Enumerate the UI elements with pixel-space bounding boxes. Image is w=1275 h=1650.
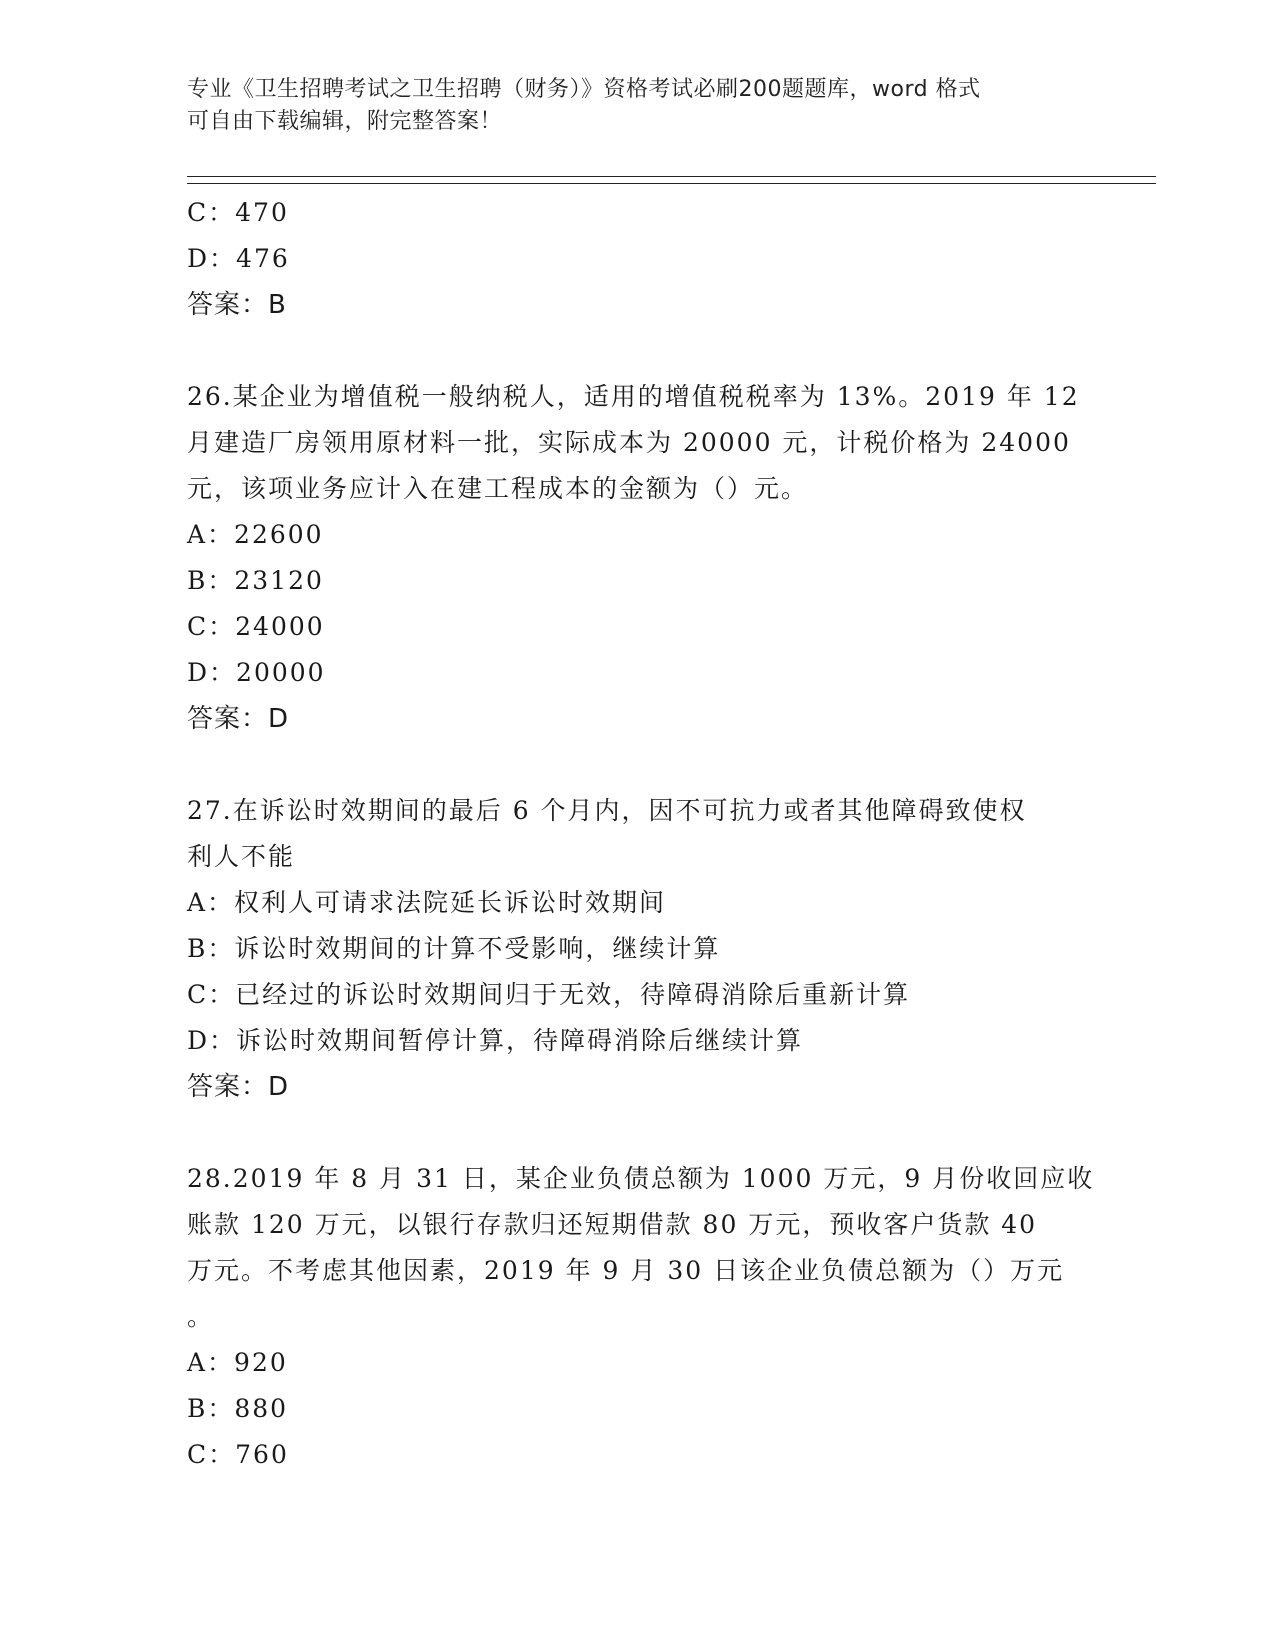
question-stem-line: 。	[187, 1302, 215, 1331]
question-stem-line: 元，该项业务应计入在建工程成本的金额为（）元。	[187, 474, 809, 503]
header-line-2: 可自由下载编辑，附完整答案！	[187, 109, 503, 134]
question-stem-line: 利人不能	[187, 842, 296, 871]
question-stem-line: 26.某企业为增值税一般纳税人，适用的增值税税率为 13%。2019 年 12	[187, 382, 1080, 411]
answer-line: 答案：B	[187, 290, 287, 320]
question-26	[187, 374, 1087, 742]
option-d: D：诉讼时效期间暂停计算，待障碍消除后继续计算	[187, 1026, 804, 1055]
header-double-rule	[187, 176, 1156, 184]
question-stem-line: 账款 120 万元，以银行存款归还短期借款 80 万元，预收客户货款 40	[187, 1210, 1038, 1239]
question-stem-line: 28.2019 年 8 月 31 日，某企业负债总额为 1000 万元，9 月份收回应收	[187, 1164, 1095, 1193]
option-b: B：23120	[187, 566, 324, 595]
option-a: A：权利人可请求法院延长诉讼时效期间	[187, 888, 667, 917]
question-28	[187, 1156, 1095, 1478]
question-content	[187, 190, 1095, 1478]
question-stem-line: 万元。不考虑其他因素，2019 年 9 月 30 日该企业负债总额为（）万元	[187, 1256, 1065, 1285]
question-spacer	[187, 1110, 1087, 1156]
option-d: D：20000	[187, 658, 326, 687]
option-c: C：760	[187, 1440, 289, 1469]
option-c: C：470	[187, 198, 289, 227]
header-line-1: 专业《卫生招聘考试之卫生招聘（财务）》资格考试必刷200题题库，word 格式	[187, 77, 981, 102]
question-27	[187, 788, 1087, 1110]
option-c: C：已经过的诉讼时效期间归于无效，待障碍消除后重新计算	[187, 980, 911, 1009]
answer-line: 答案：D	[187, 1072, 290, 1102]
answer-line: 答案：D	[187, 704, 290, 734]
option-b: B：880	[187, 1394, 289, 1423]
question-spacer	[187, 328, 1087, 374]
document-header	[187, 74, 1067, 138]
option-a: A：920	[187, 1348, 288, 1377]
question-stem-line: 月建造厂房领用原材料一批，实际成本为 20000 元，计税价格为 24000	[187, 428, 1071, 457]
option-a: A：22600	[187, 520, 324, 549]
question-25-tail	[187, 190, 1087, 328]
option-b: B：诉讼时效期间的计算不受影响，继续计算	[187, 934, 721, 963]
question-stem-line: 27.在诉讼时效期间的最后 6 个月内，因不可抗力或者其他障碍致使权	[187, 796, 1027, 825]
option-d: D：476	[187, 244, 290, 273]
question-spacer	[187, 742, 1087, 788]
option-c: C：24000	[187, 612, 325, 641]
